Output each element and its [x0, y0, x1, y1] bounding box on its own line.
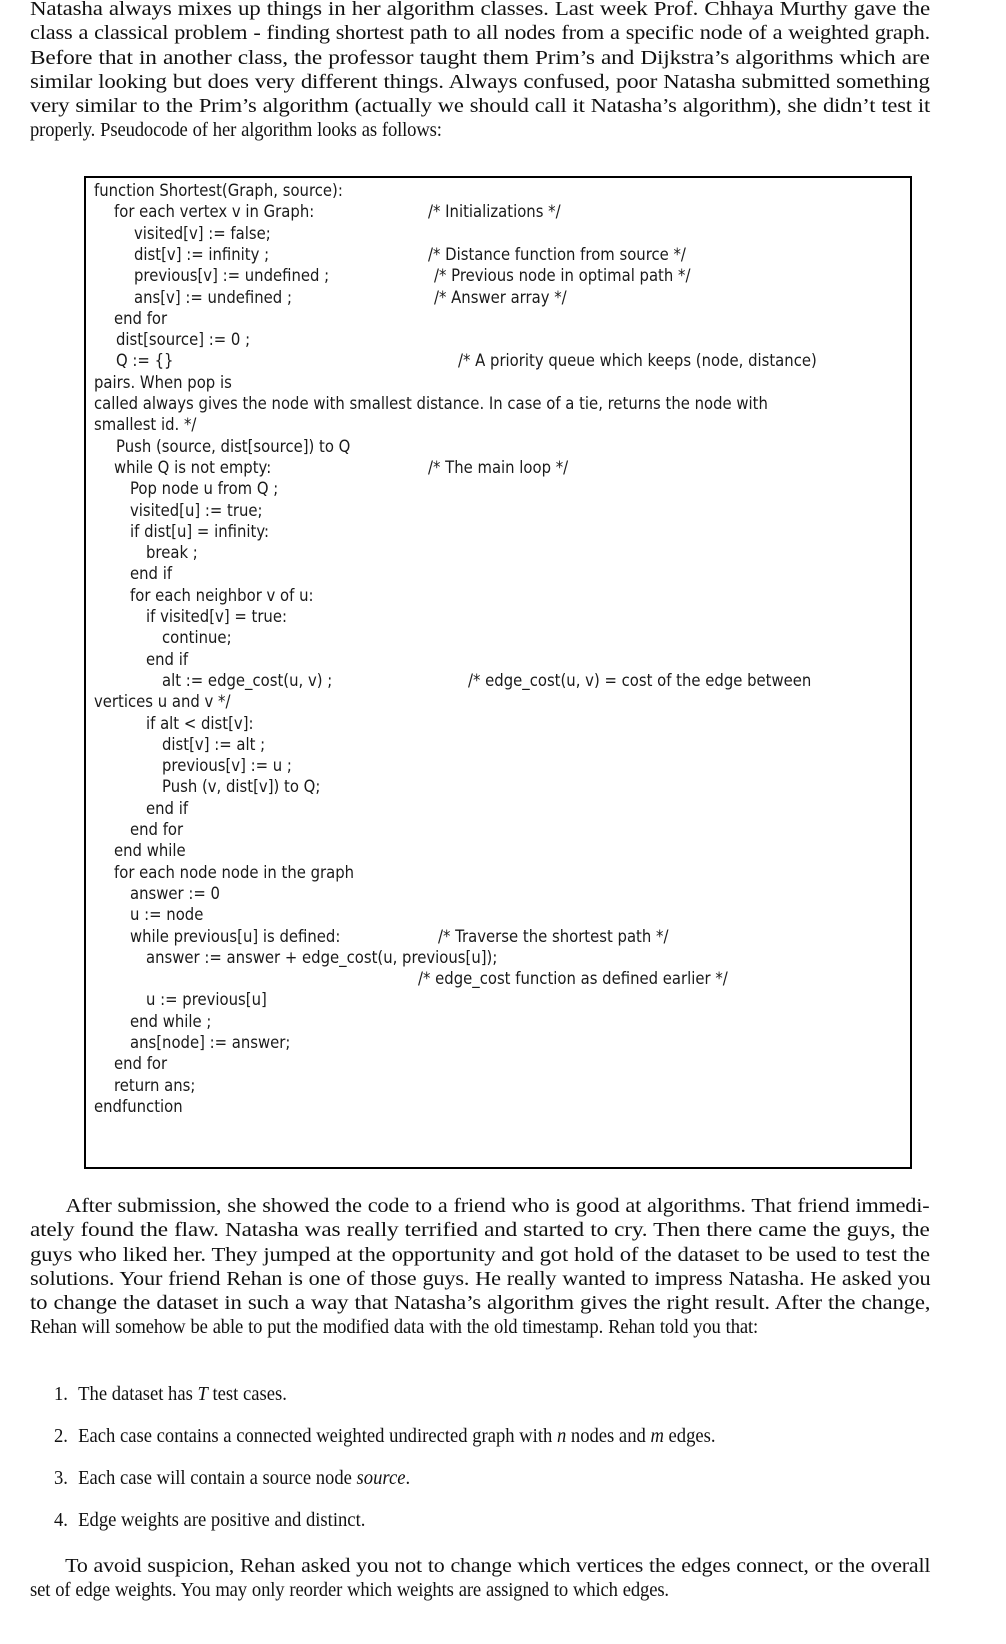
- code-line: end if: [146, 798, 189, 818]
- code-line: while Q is not empty:: [114, 457, 272, 477]
- intro-line: very similar to the Prim’s algorithm (actually we should call it Natasha’s algorithm), she didn’t test it: [30, 95, 931, 118]
- code-line: answer := 0: [130, 883, 220, 903]
- code-comment: /* Initializations */: [428, 202, 561, 222]
- code-line: function Shortest(Graph, source):: [94, 181, 343, 200]
- intro-line: Before that in another class, the professor taught them Prim’s and Dijkstra’s algorithms which are: [30, 46, 930, 69]
- after-line: After submission, she showed the code to a friend who is good at algorithms. That friend immedi-: [65, 1195, 930, 1217]
- code-line: end while: [114, 841, 186, 861]
- list-number: 1.: [54, 1383, 68, 1405]
- code-line: for each vertex v in Graph:: [114, 202, 315, 222]
- code-line: endfunction: [94, 1096, 183, 1116]
- intro-line: similar looking but does very different things. Always confused, poor Natasha submitted something: [30, 70, 930, 93]
- after-line: solutions. Your friend Rehan is one of those guys. He really wanted to impress Natasha. He asked you: [30, 1267, 931, 1290]
- code-line: visited[u] := true;: [130, 500, 263, 520]
- code-line: ans[node] := answer;: [130, 1033, 291, 1052]
- list-item: [54, 1466, 410, 1490]
- code-line: called always gives the node with smallest distance. In case of a tie, returns the node with: [94, 394, 768, 413]
- code-line: visited[v] := false;: [134, 223, 271, 243]
- code-line: previous[v] := u ;: [162, 756, 292, 776]
- code-comment: /* edge_cost function as defined earlier */: [418, 969, 728, 989]
- code-line: end while ;: [130, 1011, 212, 1031]
- after-line: ately found the flaw. Natasha was really terrified and started to cry. Then there came the guys, the: [30, 1219, 930, 1242]
- code-line: for each neighbor v of u:: [130, 585, 314, 605]
- list-item: [54, 1382, 287, 1406]
- intro-paragraph: [30, 0, 930, 143]
- intro-line: Natasha always mixes up things in her algorithm classes. Last week Prof. Chhaya Murthy gave the: [30, 0, 931, 20]
- closing-paragraph: [30, 1554, 930, 1603]
- list-text: .: [405, 1467, 411, 1489]
- code-line: continue;: [162, 628, 232, 648]
- code-line: if dist[u] = infinity:: [130, 521, 270, 541]
- code-line: Push (v, dist[v]) to Q;: [162, 777, 321, 797]
- code-line: pairs. When pop is: [94, 372, 232, 392]
- code-line: Push (source, dist[source]) to Q: [116, 436, 351, 456]
- code-comment: /* Previous node in optimal path */: [434, 266, 691, 286]
- code-line: break ;: [146, 543, 198, 563]
- code-comment: /* Distance function from source */: [428, 244, 686, 264]
- code-line: Q := {}: [116, 351, 174, 371]
- code-line: Pop node u from Q ;: [130, 479, 279, 499]
- code-line: end if: [146, 649, 189, 669]
- code-line: if alt < dist[v]:: [146, 713, 254, 733]
- code-line: u := node: [130, 905, 204, 925]
- list-number: 3.: [54, 1467, 68, 1489]
- list-variable: n: [556, 1425, 567, 1447]
- list-variable: T: [197, 1383, 208, 1405]
- code-line: while previous[u] is defined:: [130, 926, 341, 946]
- code-line: if visited[v] = true:: [146, 607, 287, 626]
- code-line: end for: [114, 1054, 168, 1074]
- code-line: ans[v] := undefined ;: [134, 287, 292, 307]
- code-comment: /* edge_cost(u, v) = cost of the edge between: [468, 670, 812, 690]
- closing-line: set of edge weights. You may only reorder which weights are assigned to which edges.: [30, 1579, 669, 1602]
- code-line: answer := answer + edge_cost(u, previous[u]);: [146, 947, 498, 967]
- list-text: edges.: [663, 1425, 716, 1447]
- list-number: 4.: [54, 1509, 68, 1531]
- after-line: guys who liked her. They jumped at the opportunity and got hold of the dataset to be used to test the: [30, 1243, 930, 1266]
- code-line: dist[source] := 0 ;: [116, 330, 251, 350]
- list-variable: m: [650, 1425, 664, 1447]
- pseudocode-box: [84, 176, 912, 1169]
- after-line: to change the dataset in such a way that Natasha’s algorithm gives the right result. After the change,: [30, 1292, 931, 1315]
- list-text: nodes and: [566, 1425, 651, 1447]
- list-text: The dataset has: [78, 1383, 198, 1405]
- code-line: for each node node in the graph: [114, 862, 355, 882]
- code-line: end if: [130, 564, 173, 584]
- closing-line: To avoid suspicion, Rehan asked you not to change which vertices the edges connect, or the overall: [65, 1555, 931, 1577]
- list-variable: source: [356, 1467, 406, 1489]
- code-comment: /* Traverse the shortest path */: [438, 926, 669, 946]
- list-text: Edge weights are positive and distinct.: [78, 1509, 366, 1531]
- after-line: Rehan will somehow be able to put the modified data with the old timestamp. Rehan told you that:: [30, 1316, 759, 1339]
- after-paragraph: [30, 1194, 930, 1340]
- intro-line: properly. Pseudocode of her algorithm looks as follows:: [30, 119, 442, 142]
- code-line: alt := edge_cost(u, v) ;: [162, 670, 333, 690]
- list-text: Each case will contain a source node: [78, 1467, 357, 1489]
- list-item: [54, 1508, 365, 1532]
- code-comment: /* Answer array */: [434, 287, 567, 307]
- list-number: 2.: [54, 1425, 68, 1447]
- intro-line: class a classical problem - finding shortest path to all nodes from a specific node of a weighted graph.: [30, 22, 931, 45]
- code-line: dist[v] := infinity ;: [134, 244, 270, 264]
- code-line: u := previous[u]: [146, 990, 267, 1010]
- list-item: [54, 1424, 716, 1448]
- code-line: end for: [114, 308, 168, 328]
- list-text: test cases.: [207, 1383, 287, 1405]
- code-comment: /* The main loop */: [428, 457, 569, 477]
- code-line: dist[v] := alt ;: [162, 734, 266, 754]
- code-line: previous[v] := undefined ;: [134, 266, 330, 286]
- code-line: return ans;: [114, 1075, 196, 1095]
- list-text: Each case contains a connected weighted undirected graph with: [78, 1425, 557, 1447]
- code-line: end for: [130, 820, 184, 839]
- code-line: vertices u and v */: [94, 692, 231, 712]
- code-line: smallest id. */: [94, 415, 197, 435]
- code-comment: /* A priority queue which keeps (node, distance): [458, 351, 817, 371]
